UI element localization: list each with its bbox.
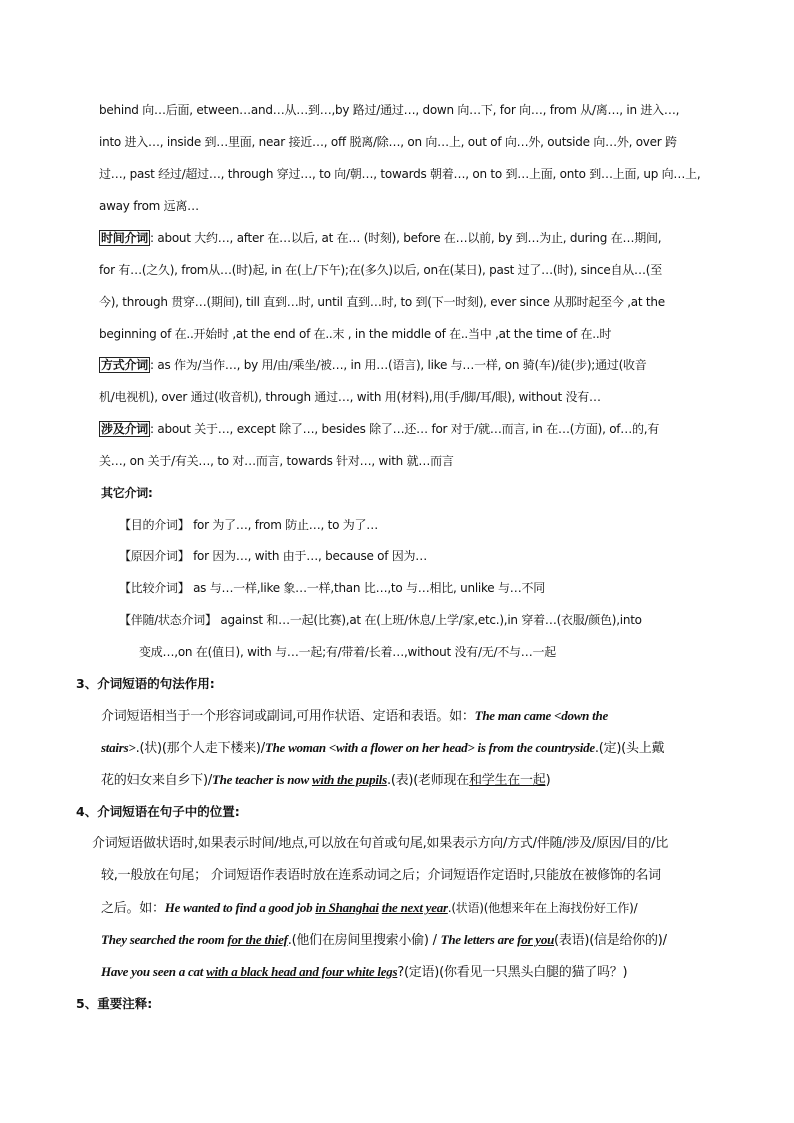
time-prep-text: : about 大约…, after 在…以后, at 在… (时刻), before 在…以前, by 到…为止, during 在…期间, [150, 231, 662, 245]
place-line-4: away from 远离… [99, 199, 199, 213]
example-4-underlined-2: the next year [381, 900, 448, 915]
example-1-part-b: stairs> [101, 740, 136, 755]
example-3: The teacher is now [211, 772, 312, 787]
example-4-translation: .(状语)(他想来年在上海找份好工作)/ [447, 901, 638, 915]
place-line-1: behind 向…后面, etween…and…从…到…,by 路过/通过…, down 向…下, for 向…, from 从/离…, in 进入…, [99, 103, 680, 117]
section-4-line-3 [101, 900, 637, 917]
comparison-prep-line: 【比较介词】 as 与…一样,like 象…一样,than 比…,to 与…相比, unlike 与…不同 [119, 581, 545, 595]
example-6-translation: (表语)(信是给你的)/ [554, 933, 667, 948]
place-line-2: into 进入…, inside 到…里面, near 接近…, off 脱离/除…, on 向…上, out of 向…外, outside 向…外, over 跨 [99, 135, 677, 149]
accompany-prep-line: 【伴随/状态介词】 against 和…一起(比赛),at 在(上班/休息/上学/家,etc.),in 穿着…(衣服/颜色),into [119, 613, 642, 627]
reason-prep-line: 【原因介词】 for 因为…, with 由于…, because of 因为… [119, 549, 428, 563]
example-4-underlined-1: in Shanghai [315, 900, 379, 915]
manner-line-2: 机/电视机), over 通过(收音机), through 通过…, with 用(材料),用(手/脚/耳/眼), without 没有… [99, 390, 601, 404]
time-prep-first-line [99, 230, 661, 246]
section-4-line-5 [101, 964, 627, 981]
concern-prep-text: : about 关于…, except 除了…, besides 除了…还… for 对于/就…而言, in 在…(方面), of…的,有 [150, 422, 660, 436]
purpose-prep-line: 【目的介词】 for 为了…, from 防止…, to 为了… [119, 518, 378, 532]
manner-prep-label: 方式介词 [101, 358, 149, 372]
time-line-4: beginning of 在..开始时 ,at the end of 在..末 , in the middle of 在..当中 ,at the time of 在..时 [99, 327, 612, 341]
section-3-line-3 [101, 772, 550, 789]
manner-prep-text: : as 作为/当作…, by 用/由/乘坐/被…, in 用…(语言), like 与…一样, on 骑(车)/徒(步);通过(收音 [150, 358, 647, 372]
example-5: They searched the room [101, 932, 228, 947]
other-prep-heading: 其它介词: [101, 486, 153, 500]
manner-prep-first-line [99, 357, 647, 373]
example-2-translation-cont: 花的妇女来自乡下)/ [101, 773, 212, 788]
place-line-3: 过…, past 经过/超过…, through 穿过…, to 向/朝…, towards 朝着…, on to 到…上面, onto 到…上面, up 向…上, [99, 167, 701, 181]
accompany-prep-line-2: 变成…,on 在(值日), with 与…一起;有/带着/长着…,without 没有/无/不与…一起 [139, 645, 557, 659]
example-4: He wanted to find a good job [164, 900, 316, 915]
section-3-line-2 [101, 740, 664, 757]
example-3-translation: .(表)(老师现在 [386, 773, 470, 788]
example-3-translation-underlined: 和学生在一起 [469, 773, 546, 788]
example-5-translation: .(他们在房间里搜索小偷) / [287, 933, 441, 948]
time-line-2: for 有…(之久), from从…(时)起, in 在(上/下午);在(多久)以后, on在(某日), past 过了…(时), since自从…(至 [99, 263, 662, 277]
section-4-example-intro: 之后。如： [101, 901, 165, 916]
section-4-line-2: 较,一般放在句尾； 介词短语作表语时放在连系动词之后；介词短语作定语时,只能放在被修饰的名词 [101, 868, 661, 883]
example-6: The letters are [440, 932, 518, 947]
example-7: Have you seen a cat [101, 964, 207, 979]
example-6-underlined: for you [517, 932, 555, 947]
section-3-intro: 介词短语相当于一个形容词或副词,可用作状语、定语和表语。如： [101, 709, 475, 724]
concern-prep-first-line [99, 421, 659, 437]
example-1-translation: .(状)(那个人走下楼来)/ [135, 741, 265, 756]
example-7-translation: ?(定语)(你看见一只黑头白腿的猫了吗？) [397, 965, 628, 980]
example-2: The woman <with a flower on her head> is from the countryside [264, 740, 595, 755]
example-3-underlined: with the pupils [311, 772, 387, 787]
section-3-heading: 3、介词短语的句法作用: [76, 676, 215, 691]
example-1-part-a: The man came <down the [474, 708, 608, 723]
section-4-heading: 4、介词短语在句子中的位置: [76, 804, 240, 819]
time-line-3: 今), through 贯穿…(期间), till 直到…时, until 直到…时, to 到(下一时刻), ever since 从那时起至今 ,at the [99, 295, 665, 309]
section-4-line-1: 介词短语做状语时,如果表示时间/地点,可以放在句首或句尾,如果表示方向/方式/伴随/涉及/原因/目的/比 [92, 836, 669, 851]
example-5-underlined: for the thief [227, 932, 288, 947]
concern-line-2: 关…, on 关于/有关…, to 对…而言, towards 针对…, with 就…而言 [99, 454, 454, 468]
example-2-translation: .(定)(头上戴 [594, 741, 665, 756]
section-3-line-1 [101, 708, 608, 725]
section-5-heading: 5、重要注释: [76, 996, 153, 1011]
section-4-line-4 [101, 932, 667, 949]
closing-paren: ) [545, 773, 551, 788]
example-7-underlined: with a black head and four white legs [206, 964, 398, 979]
time-prep-label: 时间介词 [101, 231, 149, 245]
concern-prep-label: 涉及介词 [101, 422, 149, 436]
